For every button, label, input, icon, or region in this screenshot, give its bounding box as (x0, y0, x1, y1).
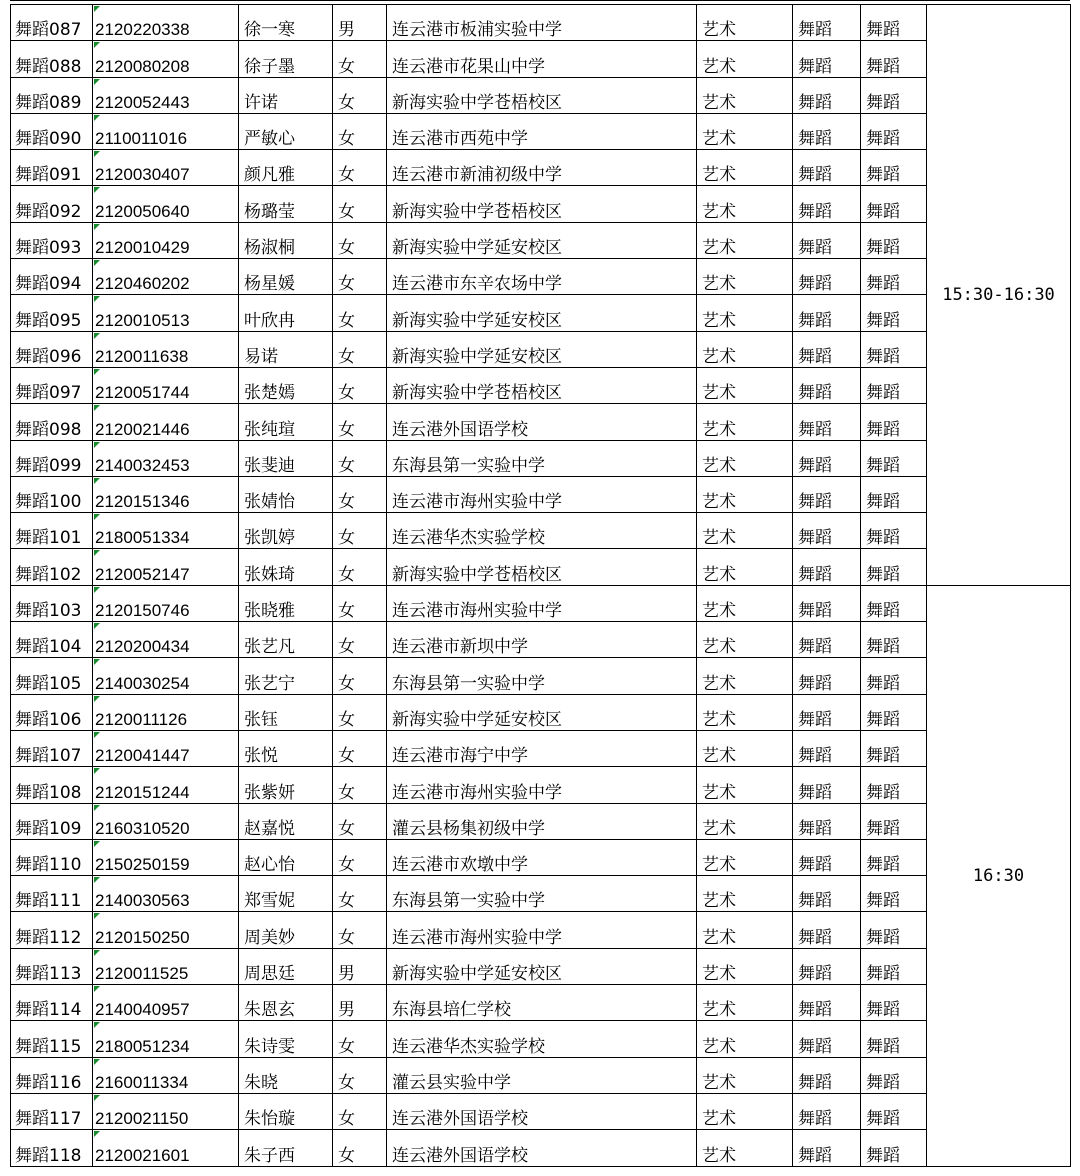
student-id-cell: 2120052443 (93, 77, 239, 113)
item-cell: 舞蹈 (861, 1021, 927, 1057)
table-row (11, 1093, 1071, 1129)
exam-number-cell: 舞蹈103 (11, 585, 93, 621)
school-cell: 东海县培仁学校 (387, 985, 697, 1021)
table-row (11, 803, 1071, 839)
item-cell: 舞蹈 (861, 1093, 927, 1129)
item-cell: 舞蹈 (861, 767, 927, 803)
student-id-cell: 2120051744 (93, 367, 239, 403)
school-cell: 东海县第一实验中学 (387, 658, 697, 694)
student-name-cell: 朱诗雯 (239, 1021, 333, 1057)
school-cell: 连云港市海州实验中学 (387, 912, 697, 948)
item-cell: 舞蹈 (861, 694, 927, 730)
category-cell: 艺术 (697, 259, 793, 295)
subject-cell: 舞蹈 (793, 5, 861, 41)
school-cell: 灌云县实验中学 (387, 1057, 697, 1093)
school-cell: 新海实验中学延安校区 (387, 331, 697, 367)
student-name-cell: 张纯瑄 (239, 404, 333, 440)
subject-cell: 舞蹈 (793, 1021, 861, 1057)
student-name-cell: 杨璐莹 (239, 186, 333, 222)
gender-cell: 女 (333, 730, 387, 766)
category-cell: 艺术 (697, 1057, 793, 1093)
gender-cell: 女 (333, 622, 387, 658)
table-row (11, 113, 1071, 149)
student-name-cell: 周思廷 (239, 948, 333, 984)
item-cell: 舞蹈 (861, 113, 927, 149)
gender-cell: 女 (333, 839, 387, 875)
exam-number-cell: 舞蹈117 (11, 1093, 93, 1129)
school-cell: 灌云县杨集初级中学 (387, 803, 697, 839)
student-id-cell: 2140030563 (93, 876, 239, 912)
exam-number-cell: 舞蹈098 (11, 404, 93, 440)
exam-number-cell: 舞蹈100 (11, 476, 93, 512)
table-row (11, 222, 1071, 258)
item-cell: 舞蹈 (861, 658, 927, 694)
exam-number-cell: 舞蹈090 (11, 113, 93, 149)
item-cell: 舞蹈 (861, 150, 927, 186)
student-name-cell: 许诺 (239, 77, 333, 113)
category-cell: 艺术 (697, 585, 793, 621)
table-row (11, 150, 1071, 186)
category-cell: 艺术 (697, 295, 793, 331)
gender-cell: 男 (333, 948, 387, 984)
student-name-cell: 杨淑桐 (239, 222, 333, 258)
table-row (11, 77, 1071, 113)
student-name-cell: 张晓雅 (239, 585, 333, 621)
item-cell: 舞蹈 (861, 41, 927, 77)
school-cell: 连云港外国语学校 (387, 1130, 697, 1166)
school-cell: 连云港外国语学校 (387, 1093, 697, 1129)
subject-cell: 舞蹈 (793, 259, 861, 295)
exam-number-cell: 舞蹈088 (11, 41, 93, 77)
student-id-cell: 2120021150 (93, 1093, 239, 1129)
school-cell: 新海实验中学延安校区 (387, 694, 697, 730)
item-cell: 舞蹈 (861, 730, 927, 766)
gender-cell: 女 (333, 331, 387, 367)
student-id-cell: 2120011638 (93, 331, 239, 367)
item-cell: 舞蹈 (861, 440, 927, 476)
subject-cell: 舞蹈 (793, 41, 861, 77)
table-body (11, 5, 1071, 1167)
student-id-cell: 2120052147 (93, 549, 239, 585)
table-row (11, 5, 1071, 41)
item-cell: 舞蹈 (861, 186, 927, 222)
gender-cell: 女 (333, 803, 387, 839)
student-id-cell: 2120021446 (93, 404, 239, 440)
student-name-cell: 杨星媛 (239, 259, 333, 295)
gender-cell: 女 (333, 77, 387, 113)
category-cell: 艺术 (697, 549, 793, 585)
school-cell: 连云港华杰实验学校 (387, 513, 697, 549)
exam-number-cell: 舞蹈108 (11, 767, 93, 803)
student-id-cell: 2140030254 (93, 658, 239, 694)
student-name-cell: 严敏心 (239, 113, 333, 149)
exam-number-cell: 舞蹈114 (11, 985, 93, 1021)
exam-number-cell: 舞蹈092 (11, 186, 93, 222)
subject-cell: 舞蹈 (793, 549, 861, 585)
student-id-cell: 2120151346 (93, 476, 239, 512)
item-cell: 舞蹈 (861, 876, 927, 912)
school-cell: 连云港市西苑中学 (387, 113, 697, 149)
student-id-cell: 2150250159 (93, 839, 239, 875)
exam-number-cell: 舞蹈109 (11, 803, 93, 839)
item-cell: 舞蹈 (861, 549, 927, 585)
gender-cell: 女 (333, 513, 387, 549)
student-id-cell: 2120150250 (93, 912, 239, 948)
gender-cell: 女 (333, 1021, 387, 1057)
school-cell: 连云港外国语学校 (387, 404, 697, 440)
gender-cell: 女 (333, 41, 387, 77)
table-row (11, 948, 1071, 984)
item-cell: 舞蹈 (861, 622, 927, 658)
subject-cell: 舞蹈 (793, 912, 861, 948)
table-row (11, 41, 1071, 77)
student-name-cell: 张悦 (239, 730, 333, 766)
category-cell: 艺术 (697, 1130, 793, 1166)
exam-number-cell: 舞蹈112 (11, 912, 93, 948)
table-row (11, 585, 1071, 621)
category-cell: 艺术 (697, 186, 793, 222)
subject-cell: 舞蹈 (793, 694, 861, 730)
exam-number-cell: 舞蹈106 (11, 694, 93, 730)
student-name-cell: 朱恩玄 (239, 985, 333, 1021)
table-row (11, 912, 1071, 948)
exam-number-cell: 舞蹈099 (11, 440, 93, 476)
subject-cell: 舞蹈 (793, 1057, 861, 1093)
student-id-cell: 2120011126 (93, 694, 239, 730)
category-cell: 艺术 (697, 767, 793, 803)
gender-cell: 女 (333, 876, 387, 912)
category-cell: 艺术 (697, 912, 793, 948)
item-cell: 舞蹈 (861, 985, 927, 1021)
gender-cell: 女 (333, 1057, 387, 1093)
school-cell: 新海实验中学苍梧校区 (387, 186, 697, 222)
student-name-cell: 郑雪妮 (239, 876, 333, 912)
gender-cell: 女 (333, 912, 387, 948)
item-cell: 舞蹈 (861, 476, 927, 512)
exam-number-cell: 舞蹈116 (11, 1057, 93, 1093)
category-cell: 艺术 (697, 1093, 793, 1129)
gender-cell: 男 (333, 985, 387, 1021)
subject-cell: 舞蹈 (793, 730, 861, 766)
gender-cell: 女 (333, 367, 387, 403)
subject-cell: 舞蹈 (793, 404, 861, 440)
item-cell: 舞蹈 (861, 404, 927, 440)
student-name-cell: 张婧怡 (239, 476, 333, 512)
item-cell: 舞蹈 (861, 1130, 927, 1166)
exam-number-cell: 舞蹈111 (11, 876, 93, 912)
item-cell: 舞蹈 (861, 331, 927, 367)
exam-number-cell: 舞蹈093 (11, 222, 93, 258)
gender-cell: 女 (333, 259, 387, 295)
category-cell: 艺术 (697, 839, 793, 875)
item-cell: 舞蹈 (861, 803, 927, 839)
school-cell: 连云港市东辛农场中学 (387, 259, 697, 295)
gender-cell: 女 (333, 585, 387, 621)
table-row (11, 476, 1071, 512)
school-cell: 东海县第一实验中学 (387, 440, 697, 476)
table-row (11, 1057, 1071, 1093)
subject-cell: 舞蹈 (793, 622, 861, 658)
exam-number-cell: 舞蹈104 (11, 622, 93, 658)
exam-number-cell: 舞蹈118 (11, 1130, 93, 1166)
student-name-cell: 张凯婷 (239, 513, 333, 549)
item-cell: 舞蹈 (861, 5, 927, 41)
category-cell: 艺术 (697, 876, 793, 912)
table-row (11, 658, 1071, 694)
item-cell: 舞蹈 (861, 948, 927, 984)
school-cell: 东海县第一实验中学 (387, 876, 697, 912)
exam-number-cell: 舞蹈095 (11, 295, 93, 331)
student-id-cell: 2120030407 (93, 150, 239, 186)
exam-number-cell: 舞蹈101 (11, 513, 93, 549)
category-cell: 艺术 (697, 803, 793, 839)
gender-cell: 女 (333, 476, 387, 512)
school-cell: 连云港市新坝中学 (387, 622, 697, 658)
subject-cell: 舞蹈 (793, 1130, 861, 1166)
subject-cell: 舞蹈 (793, 1093, 861, 1129)
student-id-cell: 2120011525 (93, 948, 239, 984)
gender-cell: 女 (333, 767, 387, 803)
subject-cell: 舞蹈 (793, 658, 861, 694)
table-row (11, 694, 1071, 730)
school-cell: 连云港市海州实验中学 (387, 476, 697, 512)
subject-cell: 舞蹈 (793, 513, 861, 549)
student-id-cell: 2180051334 (93, 513, 239, 549)
subject-cell: 舞蹈 (793, 222, 861, 258)
exam-number-cell: 舞蹈107 (11, 730, 93, 766)
item-cell: 舞蹈 (861, 259, 927, 295)
table-row (11, 331, 1071, 367)
item-cell: 舞蹈 (861, 585, 927, 621)
student-id-cell: 2120021601 (93, 1130, 239, 1166)
item-cell: 舞蹈 (861, 222, 927, 258)
student-name-cell: 赵心怡 (239, 839, 333, 875)
exam-number-cell: 舞蹈115 (11, 1021, 93, 1057)
item-cell: 舞蹈 (861, 295, 927, 331)
item-cell: 舞蹈 (861, 912, 927, 948)
student-id-cell: 2120080208 (93, 41, 239, 77)
gender-cell: 女 (333, 1130, 387, 1166)
subject-cell: 舞蹈 (793, 150, 861, 186)
student-name-cell: 张斐迪 (239, 440, 333, 476)
subject-cell: 舞蹈 (793, 876, 861, 912)
subject-cell: 舞蹈 (793, 803, 861, 839)
subject-cell: 舞蹈 (793, 113, 861, 149)
table-row (11, 622, 1071, 658)
exam-number-cell: 舞蹈089 (11, 77, 93, 113)
item-cell: 舞蹈 (861, 77, 927, 113)
student-id-cell: 2160310520 (93, 803, 239, 839)
category-cell: 艺术 (697, 1021, 793, 1057)
category-cell: 艺术 (697, 367, 793, 403)
student-name-cell: 朱子西 (239, 1130, 333, 1166)
gender-cell: 女 (333, 549, 387, 585)
category-cell: 艺术 (697, 331, 793, 367)
student-id-cell: 2120010429 (93, 222, 239, 258)
school-cell: 连云港市板浦实验中学 (387, 5, 697, 41)
subject-cell: 舞蹈 (793, 186, 861, 222)
gender-cell: 女 (333, 1093, 387, 1129)
gender-cell: 女 (333, 186, 387, 222)
table-row (11, 1021, 1071, 1057)
student-id-cell: 2120151244 (93, 767, 239, 803)
school-cell: 连云港市花果山中学 (387, 41, 697, 77)
category-cell: 艺术 (697, 77, 793, 113)
student-id-cell: 2120460202 (93, 259, 239, 295)
category-cell: 艺术 (697, 476, 793, 512)
subject-cell: 舞蹈 (793, 476, 861, 512)
table-row (11, 985, 1071, 1021)
school-cell: 连云港市海州实验中学 (387, 767, 697, 803)
category-cell: 艺术 (697, 113, 793, 149)
table-row (11, 367, 1071, 403)
exam-schedule-table (10, 4, 1071, 1167)
school-cell: 新海实验中学延安校区 (387, 222, 697, 258)
category-cell: 艺术 (697, 404, 793, 440)
gender-cell: 女 (333, 295, 387, 331)
subject-cell: 舞蹈 (793, 985, 861, 1021)
exam-number-cell: 舞蹈091 (11, 150, 93, 186)
exam-number-cell: 舞蹈094 (11, 259, 93, 295)
category-cell: 艺术 (697, 440, 793, 476)
student-name-cell: 易诺 (239, 331, 333, 367)
student-name-cell: 张钰 (239, 694, 333, 730)
student-name-cell: 张紫妍 (239, 767, 333, 803)
item-cell: 舞蹈 (861, 839, 927, 875)
table-row (11, 404, 1071, 440)
school-cell: 新海实验中学苍梧校区 (387, 367, 697, 403)
exam-number-cell: 舞蹈087 (11, 5, 93, 41)
category-cell: 艺术 (697, 694, 793, 730)
exam-number-cell: 舞蹈105 (11, 658, 93, 694)
student-name-cell: 张艺宁 (239, 658, 333, 694)
school-cell: 新海实验中学延安校区 (387, 295, 697, 331)
gender-cell: 女 (333, 113, 387, 149)
student-id-cell: 2120050640 (93, 186, 239, 222)
table-row (11, 1130, 1071, 1166)
table-row (11, 549, 1071, 585)
school-cell: 连云港市海州实验中学 (387, 585, 697, 621)
student-name-cell: 叶欣冉 (239, 295, 333, 331)
gender-cell: 男 (333, 5, 387, 41)
table-row (11, 839, 1071, 875)
subject-cell: 舞蹈 (793, 767, 861, 803)
exam-number-cell: 舞蹈102 (11, 549, 93, 585)
student-id-cell: 2120010513 (93, 295, 239, 331)
subject-cell: 舞蹈 (793, 839, 861, 875)
gender-cell: 女 (333, 404, 387, 440)
school-cell: 新海实验中学苍梧校区 (387, 549, 697, 585)
student-id-cell: 2110011016 (93, 113, 239, 149)
school-cell: 连云港华杰实验学校 (387, 1021, 697, 1057)
category-cell: 艺术 (697, 41, 793, 77)
student-name-cell: 张艺凡 (239, 622, 333, 658)
category-cell: 艺术 (697, 658, 793, 694)
category-cell: 艺术 (697, 985, 793, 1021)
student-id-cell: 2140032453 (93, 440, 239, 476)
student-name-cell: 颜凡雅 (239, 150, 333, 186)
table-row (11, 730, 1071, 766)
subject-cell: 舞蹈 (793, 948, 861, 984)
student-id-cell: 2120200434 (93, 622, 239, 658)
student-name-cell: 周美妙 (239, 912, 333, 948)
gender-cell: 女 (333, 222, 387, 258)
table-row (11, 767, 1071, 803)
category-cell: 艺术 (697, 622, 793, 658)
student-id-cell: 2140040957 (93, 985, 239, 1021)
student-name-cell: 朱晓 (239, 1057, 333, 1093)
table-row (11, 513, 1071, 549)
time-slot-cell: 15:30-16:30 (927, 5, 1071, 586)
gender-cell: 女 (333, 658, 387, 694)
subject-cell: 舞蹈 (793, 440, 861, 476)
table-row (11, 876, 1071, 912)
gender-cell: 女 (333, 150, 387, 186)
subject-cell: 舞蹈 (793, 331, 861, 367)
student-name-cell: 张姝琦 (239, 549, 333, 585)
student-id-cell: 2120220338 (93, 5, 239, 41)
table-row (11, 259, 1071, 295)
table-row (11, 295, 1071, 331)
category-cell: 艺术 (697, 730, 793, 766)
exam-number-cell: 舞蹈110 (11, 839, 93, 875)
student-name-cell: 朱怡璇 (239, 1093, 333, 1129)
student-name-cell: 徐子墨 (239, 41, 333, 77)
school-cell: 连云港市欢墩中学 (387, 839, 697, 875)
school-cell: 连云港市新浦初级中学 (387, 150, 697, 186)
item-cell: 舞蹈 (861, 513, 927, 549)
category-cell: 艺术 (697, 150, 793, 186)
student-name-cell: 徐一寒 (239, 5, 333, 41)
subject-cell: 舞蹈 (793, 295, 861, 331)
item-cell: 舞蹈 (861, 367, 927, 403)
table-row (11, 186, 1071, 222)
time-slot-cell: 16:30 (927, 585, 1071, 1166)
student-id-cell: 2120041447 (93, 730, 239, 766)
category-cell: 艺术 (697, 222, 793, 258)
student-id-cell: 2180051234 (93, 1021, 239, 1057)
student-name-cell: 赵嘉悦 (239, 803, 333, 839)
school-cell: 连云港市海宁中学 (387, 730, 697, 766)
student-id-cell: 2120150746 (93, 585, 239, 621)
school-cell: 新海实验中学延安校区 (387, 948, 697, 984)
student-name-cell: 张楚嫣 (239, 367, 333, 403)
exam-number-cell: 舞蹈096 (11, 331, 93, 367)
subject-cell: 舞蹈 (793, 77, 861, 113)
category-cell: 艺术 (697, 5, 793, 41)
exam-number-cell: 舞蹈097 (11, 367, 93, 403)
category-cell: 艺术 (697, 513, 793, 549)
item-cell: 舞蹈 (861, 1057, 927, 1093)
student-id-cell: 2160011334 (93, 1057, 239, 1093)
exam-number-cell: 舞蹈113 (11, 948, 93, 984)
school-cell: 新海实验中学苍梧校区 (387, 77, 697, 113)
table-row (11, 440, 1071, 476)
gender-cell: 女 (333, 694, 387, 730)
subject-cell: 舞蹈 (793, 367, 861, 403)
gender-cell: 女 (333, 440, 387, 476)
subject-cell: 舞蹈 (793, 585, 861, 621)
category-cell: 艺术 (697, 948, 793, 984)
